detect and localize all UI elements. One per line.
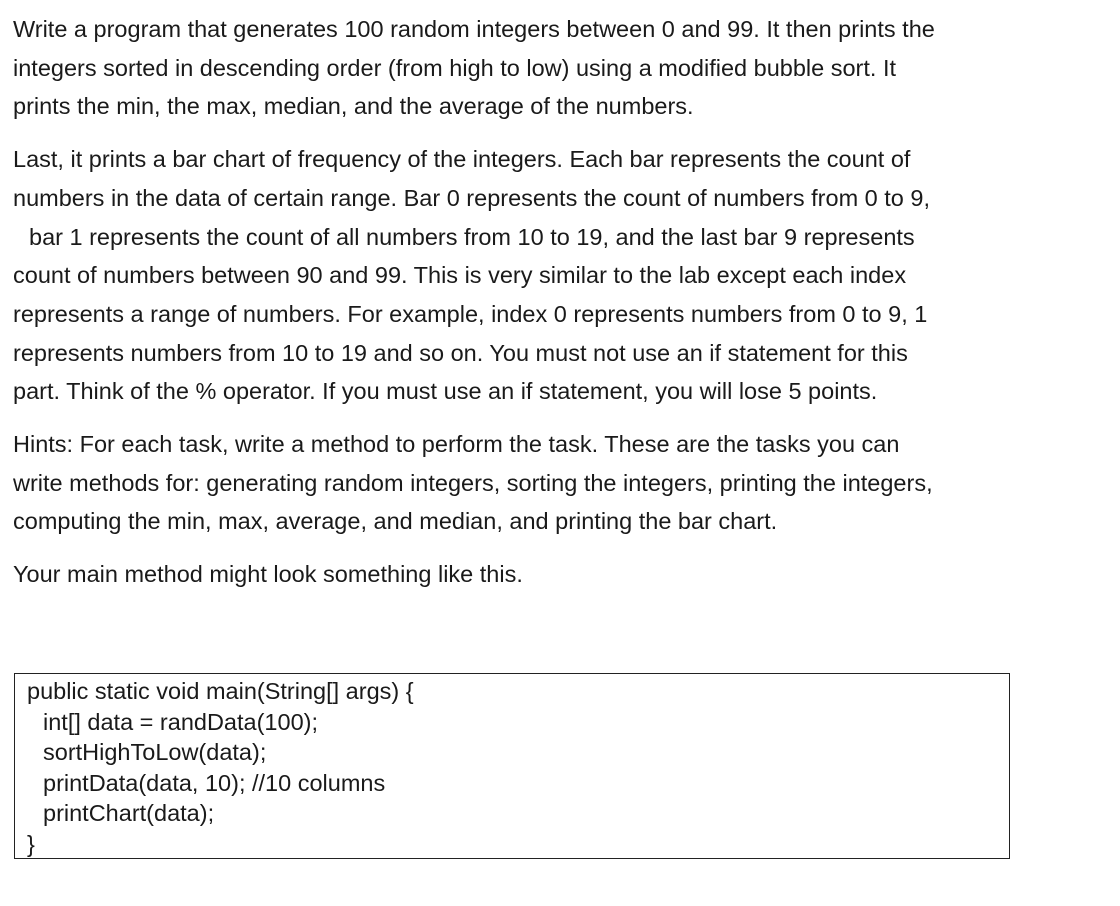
code-line: int[] data = randData(100); [43,708,318,735]
assignment-document [13,10,1108,594]
text-line: Your main method might look something like this. [13,561,523,588]
paragraph-intro [13,10,1108,126]
code-line: sortHighToLow(data); [43,739,267,766]
text-line: write methods for: generating random integers, sorting the integers, printing the integers, [13,469,933,496]
text-line: numbers in the data of certain range. Bar 0 represents the count of numbers from 0 to 9, [13,184,931,211]
text-line: represents numbers from 10 to 19 and so on. You must not use an if statement for this [13,339,908,366]
code-sample-box [14,673,1010,859]
text-line: Write a program that generates 100 random integers between 0 and 99. It then prints the [13,16,935,42]
text-line: Hints: For each task, write a method to perform the task. These are the tasks you can [13,431,900,458]
paragraph-hints [13,425,1108,541]
code-line: printChart(data); [43,800,215,827]
paragraph-main-method-intro [13,555,1108,594]
text-line: bar 1 represents the count of all numbers from 10 to 19, and the last bar 9 represents [29,223,915,250]
text-line: represents a range of numbers. For example, index 0 represents numbers from 0 to 9, 1 [13,300,928,327]
code-line: } [27,830,35,857]
code-line: public static void main(String[] args) { [27,678,414,704]
text-line: integers sorted in descending order (from high to low) using a modified bubble sort. It [13,54,897,81]
text-line: count of numbers between 90 and 99. This is very similar to the lab except each index [13,262,907,289]
text-line: part. Think of the % operator. If you must use an if statement, you will lose 5 points. [13,378,878,405]
code-line: printData(data, 10); //10 columns [43,769,386,796]
text-line: Last, it prints a bar chart of frequency of the integers. Each bar represents the count of [13,146,911,173]
text-line: prints the min, the max, median, and the average of the numbers. [13,93,694,120]
paragraph-bar-chart [13,140,1108,411]
text-line: computing the min, max, average, and median, and printing the bar chart. [13,508,778,535]
